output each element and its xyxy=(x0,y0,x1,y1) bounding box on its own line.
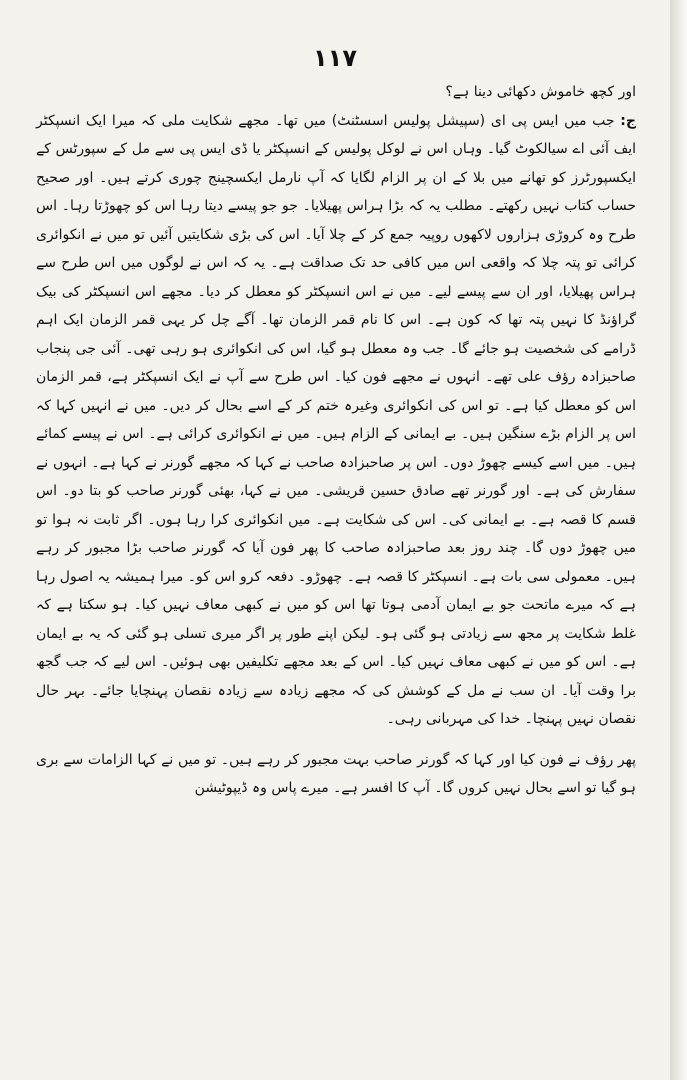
page-number: ۱۱۷ xyxy=(313,44,357,72)
answer-marker: ج: xyxy=(620,112,636,129)
paragraph-continuation xyxy=(36,746,636,803)
body-text xyxy=(36,78,636,803)
paragraph-question xyxy=(36,78,636,107)
page-edge xyxy=(670,0,687,1080)
paragraph-answer xyxy=(36,107,636,734)
paragraph-text: اور کچھ خاموش دکھائی دینا ہے؟ xyxy=(445,84,636,100)
paragraph-text: پھر رؤف نے فون کیا اور کہا کہ گورنر صاحب بہت مجبور کر رہے ہیں۔ تو میں نے کہا الزامات سے بری ہو گیا تو اسے بحال نہیں کروں گا۔ آپ کا افسر ہے۔ میرے پاس وہ ڈیپوٹیشن xyxy=(36,751,636,796)
paragraph-text: جب میں ایس پی ای (سپیشل پولیس اسسٹنٹ) میں تھا۔ مجھے شکایت ملی کہ میرا ایک انسپکٹر ایف آئی اے سیالکوٹ گیا۔ وہاں اس نے لوکل پولیس کے انسپکٹر یا ڈی ایس پی سے مل کے سپورٹس کے ایکسپورٹرز کو تھانے میں بلا کے ان پر الزام لگایا کہ آپ نارمل ایکسچینج چوری کرتے ہیں۔ اور صحیح حساب کتاب نہیں رکھتے۔ مطلب یہ کہ بڑا ہراس پھیلایا۔ جو جو پیسے دیتا رہا اس کو چھوڑتا رہا۔ اس طرح وہ کروڑی ہزاروں لاکھوں روپیہ جمع کر کے چلا آیا۔ اس کی بڑی شکایتیں آئیں تو میں نے انکوائری کرائی تو پتہ چلا کہ واقعی اس میں کافی حد تک صداقت ہے۔ یہ کہ اس نے لوگوں میں اس طرح سے ہراس پھیلایا، اور ان سے پیسے لیے۔ میں نے اس انسپکٹر کو معطل کر دیا۔ مجھے اس انسپکٹر کی بیک گراؤنڈ کا نہیں پتہ تھا کہ کون ہے۔ اس کا نام قمر الزمان تھا۔ آگے چل کر یہی قمر الزمان ایک اہم ڈرامے کی شخصیت ہو جائے گا۔ جب وہ معطل ہو گیا، اس کی انکوائری ہو رہی تھی۔ آئی جی پنجاب صاحبزادہ رؤف علی تھے۔ انہوں نے مجھے فون کیا۔ اس طرح سے آپ نے ایک انسپکٹر ہے، قمر الزمان اس کو معطل کیا ہے۔ تو اس کی انکوائری وغیرہ ختم کر کے اسے بحال کر دیں۔ میں نے انہیں کہا کہ اس پر الزام بڑے سنگین ہیں۔ بے ایمانی کے الزام ہیں۔ میں نے انکوائری کرائی ہے۔ اس نے پیسے کمائے ہیں۔ میں اسے کیسے چھوڑ دوں۔ اس پر صاحبزادہ صاحب نے کہا کہ مجھے گورنر نے کہا ہے۔ انہوں نے سفارش کی ہے۔ اور گورنر تھے صادق حسین قریشی۔ میں نے کہا، بھئی گورنر صاحب کو بتا دو۔ اس قسم کا قصہ ہے۔ بے ایمانی کی۔ اس کی شکایت ہے۔ میں انکوائری کرا رہا ہوں۔ اگر ثابت نہ ہوا تو میں چھوڑ دوں گا۔ چند روز بعد صاحبزادہ صاحب کا پھر فون آیا کہ گورنر صاحب بڑا مجبور کر رہے ہیں۔ معمولی سی بات ہے۔ انسپکٹر کا قصہ ہے۔ چھوڑو۔ دفعہ کرو اس کو۔ میرا ہمیشہ یہ اصول رہا ہے کہ میرے ماتحت جو بے ایمان آدمی ہوتا تھا اس کو میں نے کبھی معاف نہیں کیا۔ ہو سکتا ہے کہ غلط شکایت پر مجھ سے زیادتی ہو گئی ہو۔ لیکن اپنے طور پر اگر میری تسلی ہو گئی کہ یہ بے ایمان ہے۔ اس کو میں نے کبھی معاف نہیں کیا۔ اس کے بعد مجھے تکلیفیں بھی ہوئیں۔ اس لیے کہ جب گجھ برا وقت آیا۔ ان سب نے مل کے کوشش کی کہ مجھے زیادہ سے زیادہ نقصان پہنچایا جائے۔ بہر حال نقصان نہیں پہنچا۔ خدا کی مہربانی رہی۔ xyxy=(36,112,636,727)
